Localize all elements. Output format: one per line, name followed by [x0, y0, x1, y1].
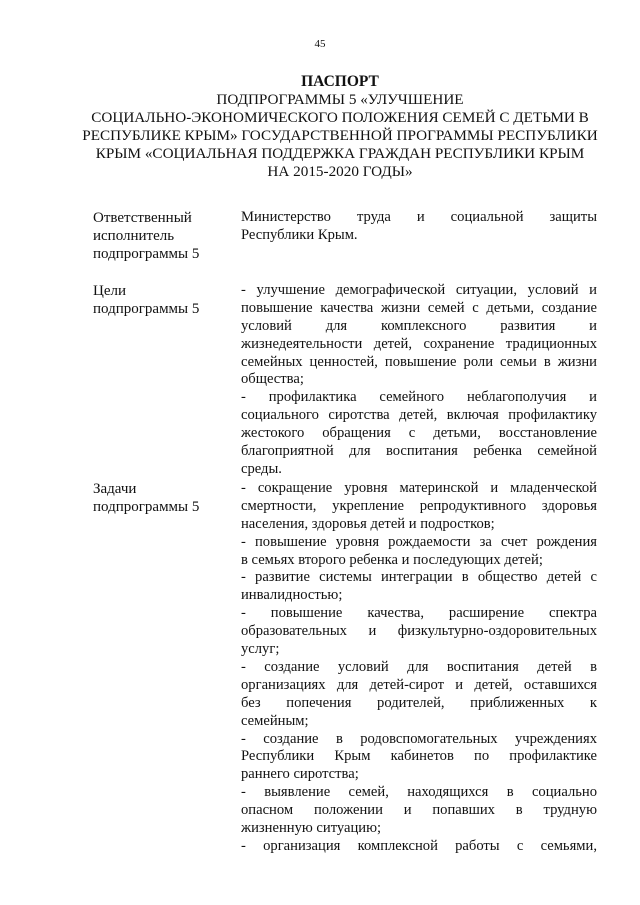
title-line: КРЫМ «СОЦИАЛЬНАЯ ПОДДЕРЖКА ГРАЖДАН РЕСПУБЛИКИ КРЫМ: [95, 145, 585, 162]
label-line: исполнитель: [93, 228, 175, 244]
content-line: благоприятной для воспитания ребенка семейной: [241, 443, 597, 460]
content-line: населения, здоровья детей и подростков;: [241, 515, 495, 532]
row-content: [241, 209, 597, 245]
row-label: [93, 480, 233, 516]
content-line: - развитие системы интеграции в общество детей с: [241, 569, 597, 586]
content-line: повышение качества жизни семей с детьми, создание: [241, 299, 597, 316]
content-line: среды.: [241, 460, 282, 477]
label-line: подпрограммы 5: [93, 301, 200, 317]
content-line: жестокого обращения с детьми, восстановление: [241, 425, 597, 442]
content-line: семейных ценностей, повышение роли семьи в жизни: [241, 353, 597, 370]
content-line: в семьях второго ребенка и последующих детей;: [241, 551, 543, 568]
title-heading: ПАСПОРТ: [301, 73, 379, 90]
content-line: без попечения родителей, приближенных к: [241, 694, 597, 711]
content-line: Республики Крым.: [241, 226, 358, 243]
title-line: НА 2015-2020 ГОДЫ»: [267, 163, 413, 180]
row-content: [241, 480, 597, 856]
title-line: РЕСПУБЛИКЕ КРЫМ» ГОСУДАРСТВЕННОЙ ПРОГРАММЫ РЕСПУБЛИКИ: [82, 127, 598, 144]
content-line: смертности, укрепление репродуктивного здоровья: [241, 497, 597, 514]
label-line: Задачи: [93, 481, 137, 497]
label-line: подпрограммы 5: [93, 499, 200, 515]
row-label: [93, 209, 233, 263]
row-label: [93, 282, 233, 318]
content-line: Республики Крым кабинетов по профилактике: [241, 748, 597, 765]
content-line: образовательных и физкультурно-оздоровительных: [241, 623, 597, 640]
title-line: ПОДПРОГРАММЫ 5 «УЛУЧШЕНИЕ: [216, 91, 464, 108]
content-line: - сокращение уровня материнской и младенческой: [241, 480, 597, 496]
page-number: 45: [314, 38, 326, 50]
content-line: - улучшение демографической ситуации, условий и: [241, 282, 597, 298]
content-line: - повышение качества, расширение спектра: [241, 605, 597, 622]
content-line: - создание условий для воспитания детей в: [241, 658, 597, 675]
content-line: услуг;: [241, 641, 280, 658]
label-line: Цели: [93, 283, 127, 299]
content-line: инвалидностью;: [241, 587, 343, 604]
content-line: социального сиротства детей, включая профилактику: [241, 407, 597, 424]
row-content: [241, 282, 597, 479]
label-line: Ответственный: [93, 210, 192, 226]
content-line: жизнедеятельности детей, сохранение традиционных: [241, 335, 597, 352]
content-line: Министерство труда и социальной защиты: [241, 209, 597, 225]
content-line: общества;: [241, 371, 304, 388]
content-line: - выявление семей, находящихся в социально: [241, 784, 597, 801]
content-line: - профилактика семейного неблагополучия и: [241, 389, 597, 406]
content-line: - создание в родовспомогательных учреждениях: [241, 730, 597, 747]
document-title: [80, 73, 600, 181]
content-line: - повышение уровня рождаемости за счет рождения: [241, 533, 597, 550]
content-line: организациях для детей-сирот и детей, оставшихся: [241, 676, 597, 693]
content-line: семейным;: [241, 712, 309, 729]
content-line: опасном положении и попавших в трудную: [241, 802, 597, 819]
label-line: подпрограммы 5: [93, 246, 200, 262]
title-line: СОЦИАЛЬНО-ЭКОНОМИЧЕСКОГО ПОЛОЖЕНИЯ СЕМЕЙ С ДЕТЬМИ В: [91, 109, 589, 126]
content-line: раннего сиротства;: [241, 766, 359, 783]
content-line: жизненную ситуацию;: [241, 820, 382, 837]
content-line: условий для комплексного развития и: [241, 317, 597, 334]
content-line: - организация комплексной работы с семьями,: [241, 837, 597, 854]
